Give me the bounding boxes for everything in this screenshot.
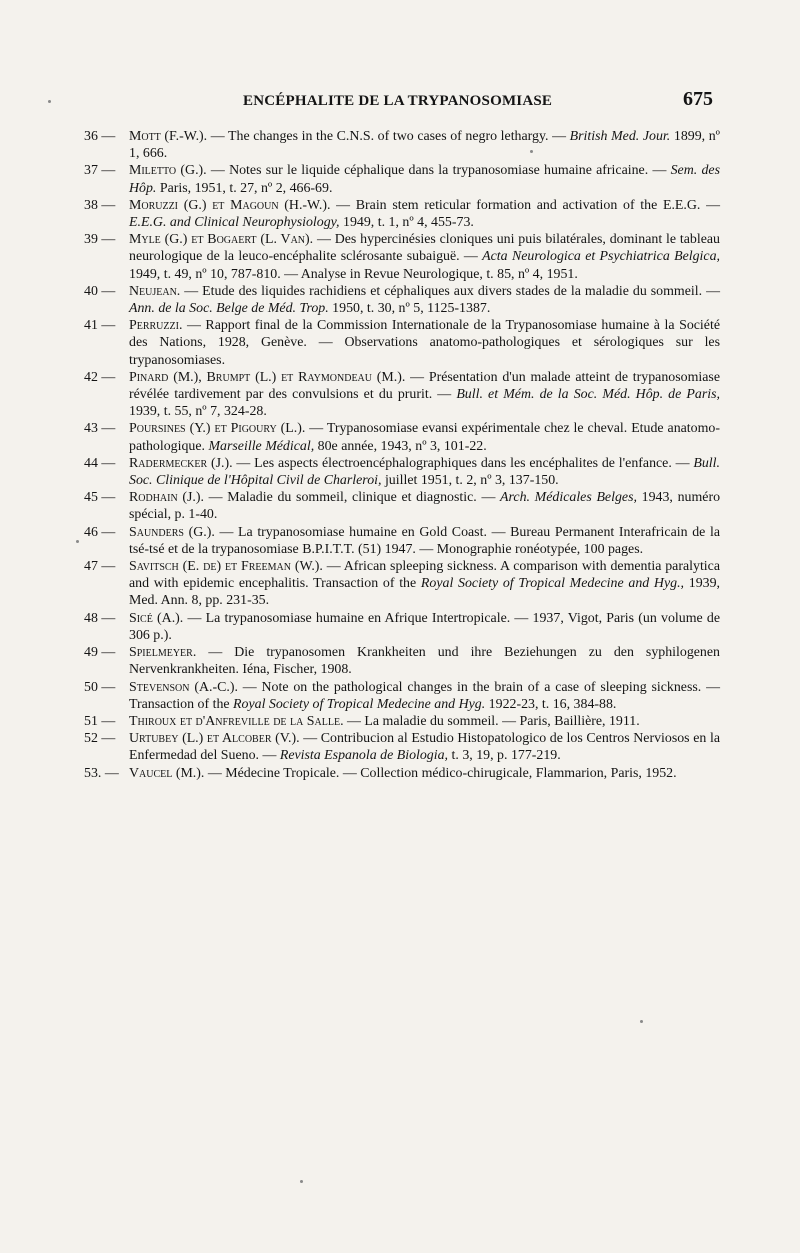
reference-text [129,455,720,489]
reference-author: Radermecker (J.). [129,455,233,471]
reference-author: Miletto (G.). [129,163,207,179]
reference-description: — The changes in the C.N.S. of two cases of negro lethargy. — [207,129,570,144]
reference-item [84,369,720,421]
reference-item [84,679,720,713]
reference-item [84,489,720,523]
reference-journal: Acta Neurologica et Psychiatrica Belgica, [482,249,720,265]
reference-text [129,730,720,764]
reference-author: Thiroux et d'Anfreville de la Salle. [129,713,344,729]
reference-description: — Présentation d'un malade atteint de trypanosomiase révélée tardivement par des convulsions et du prurit. — [129,369,720,403]
reference-text [129,420,720,454]
reference-number: 36 — [84,129,116,144]
reference-item [84,765,720,782]
reference-number: 42 — [84,369,116,385]
reference-item [84,524,720,558]
reference-item [84,610,720,644]
reference-citation: 1943, numéro spécial, p. 1-40. [129,490,721,523]
reference-item [84,317,720,369]
reference-citation: 1939, Med. Ann. 8, pp. 231-35. [129,576,721,609]
reference-journal: British Med. Jour. [569,129,671,144]
reference-number: 46 — [84,524,116,540]
reference-number: 52 — [84,731,116,747]
running-title: ENCÉPHALITE DE LA TRYPANOSOMIASE [243,93,553,109]
reference-description: — Trypanosomiase evansi expérimentale chez le cheval. Etude anatomo-pathologique. [129,421,720,454]
reference-text [129,317,720,369]
reference-text [129,283,720,317]
reference-citation: Paris, 1951, t. 27, nº 2, 466-69. [156,180,333,196]
reference-number: 53. — [84,765,119,781]
reference-author: Savitsch (E. de) et Freeman (W.). [129,559,323,575]
reference-item [84,420,720,454]
reference-item [84,128,720,162]
reference-text [129,162,720,196]
reference-item [84,455,720,489]
reference-description: — La trypanosomiase humaine en Gold Coast. — Bureau Permanent Interafricain de la tsé-tsé et de la trypanosomiase B.P.I.T.T. (51) 1947. — Monographie ronéotypée, 100 pages. [129,524,720,557]
reference-journal: Bull. Soc. Clinique de l'Hôpital Civil de Charleroi, [129,455,720,489]
reference-author: Rodhain (J.). [129,490,204,506]
reference-text [129,765,720,782]
reference-citation: 1899, nº 1, 666. [129,129,720,162]
scan-speck [640,1020,643,1023]
reference-list [84,128,720,782]
reference-citation: t. 3, 19, p. 177-219. [448,748,561,764]
reference-text [129,644,720,678]
reference-number: 47 — [84,559,116,575]
reference-description: — African spleeping sickness. A comparison with dementia paralytica and with epidemic encephalitis. Transaction of the [129,559,720,592]
reference-author: Stevenson (A.-C.). [129,679,238,695]
page-header [243,88,713,111]
reference-author: Moruzzi (G.) et Magoun (H.-W.). [129,197,331,213]
reference-text [129,369,720,421]
scan-speck [48,100,51,103]
reference-description: — Contribucion al Estudio Histopatologico de los Centros Nerviosos en la Enfermedad del Sueno. — [129,731,720,764]
reference-item [84,231,720,283]
reference-citation: 80e année, 1943, nº 3, 101-22. [314,438,487,454]
reference-text [129,197,720,231]
reference-number: 43 — [84,421,116,437]
scan-speck [530,150,533,153]
reference-item [84,162,720,196]
reference-text [129,558,720,610]
reference-description: — Note on the pathological changes in the brain of a case of sleeping sickness. — Transaction of the [129,679,720,712]
reference-citation: 1922-23, t. 16, 384-88. [485,696,617,712]
reference-author: Urtubey (L.) et Alcober (V.). [129,731,300,747]
reference-author: Sicé (A.). [129,610,184,626]
reference-text [129,524,720,558]
reference-citation: 1939, t. 55, nº 7, 324-28. [129,404,267,420]
reference-journal: Bull. et Mém. de la Soc. Méd. Hôp. de Paris, [456,387,720,403]
reference-author: Perruzzi. [129,318,183,334]
reference-description: — Etude des liquides rachidiens et céphaliques aux divers stades de la maladie du sommeil. — [180,283,720,299]
scan-speck [300,1180,303,1183]
reference-number: 50 — [84,679,116,695]
reference-journal: E.E.G. and Clinical Neurophysiology, [129,215,340,231]
reference-number: 49 — [84,645,116,661]
reference-number: 37 — [84,163,116,179]
reference-number: 51 — [84,713,116,729]
reference-author: Mott (F.-W.). [129,129,208,144]
reference-author: Vaucel (M.). [129,765,205,781]
reference-description: — La maladie du sommeil. — Paris, Baillière, 1911. [343,713,640,729]
reference-citation: 1949, t. 49, nº 10, 787-810. — Analyse in Revue Neurologique, t. 85, nº 4, 1951. [129,266,578,282]
reference-number: 38 — [84,197,116,213]
reference-author: Myle (G.) et Bogaert (L. Van). [129,232,314,248]
reference-journal: Sem. des Hôp. [129,163,721,196]
reference-number: 44 — [84,455,116,471]
reference-description: — La trypanosomiase humaine en Afrique Intertropicale. — 1937, Vigot, Paris (un volume de 306 p.). [129,610,720,643]
reference-description: — Notes sur le liquide céphalique dans la trypanosomiase humaine africaine. — [206,163,671,179]
reference-item [84,713,720,730]
reference-author: Poursines (Y.) et Pigoury (L.). [129,421,306,437]
reference-description: — Rapport final de la Commission Internationale de la Trypanosomiase humaine à la Société des Nations, 1928, Genève. — Observations anatomo-pathologiques et sérologiques sur les trypanosomiases. [129,318,720,368]
reference-author: Saunders (G.). [129,524,215,540]
reference-text [129,610,720,644]
reference-item [84,558,720,610]
reference-text [129,713,720,730]
reference-text [129,489,720,523]
reference-description: — Les aspects électroencéphalographiques dans les encéphalites de l'enfance. — [232,455,694,471]
reference-author: Neujean. [129,283,181,299]
reference-journal: Revista Espanola de Biologia, [279,748,449,764]
reference-number: 40 — [84,283,116,299]
reference-journal: Royal Society of Tropical Medecine and Hyg., [420,576,685,592]
reference-item [84,730,720,764]
reference-author: Spielmeyer. [129,645,197,661]
reference-journal: Marseille Médical, [208,438,315,454]
reference-number: 41 — [84,318,116,334]
reference-item [84,283,720,317]
reference-description: — Maladie du sommeil, clinique et diagnostic. — [204,490,501,506]
reference-item [84,644,720,678]
reference-description: — Des hypercinésies cloniques uni puis bilatérales, dominant le tableau neurologique de la leuco-encéphalite sclérosante subaiguë. — [129,232,721,265]
reference-journal: Arch. Médicales Belges, [500,490,637,506]
reference-description: — Die trypanosomen Krankheiten und ihre Beziehungen zu den syphilogenen Nervenkrankheiten. Iéna, Fischer, 1908. [129,645,720,678]
reference-journal: Ann. de la Soc. Belge de Méd. Trop. [129,301,329,317]
reference-number: 39 — [84,232,116,248]
reference-text [129,679,720,713]
reference-citation: juillet 1951, t. 2, nº 3, 137-150. [381,473,559,489]
reference-item [84,197,720,231]
reference-number: 48 — [84,610,116,626]
reference-citation: 1950, t. 30, nº 5, 1125-1387. [328,301,491,317]
reference-text [129,128,720,162]
reference-number: 45 — [84,490,116,506]
reference-description: — Brain stem reticular formation and activation of the E.E.G. — [330,197,720,213]
reference-author: Pinard (M.), Brumpt (L.) et Raymondeau (M.). [129,369,406,385]
reference-description: — Médecine Tropicale. — Collection médico-chirugicale, Flammarion, Paris, 1952. [204,765,677,781]
scan-speck [76,540,79,543]
page-number: 675 [683,88,713,110]
reference-citation: 1949, t. 1, nº 4, 455-73. [339,215,474,231]
reference-journal: Royal Society of Tropical Medecine and Hyg. [233,696,486,712]
reference-text [129,231,720,283]
